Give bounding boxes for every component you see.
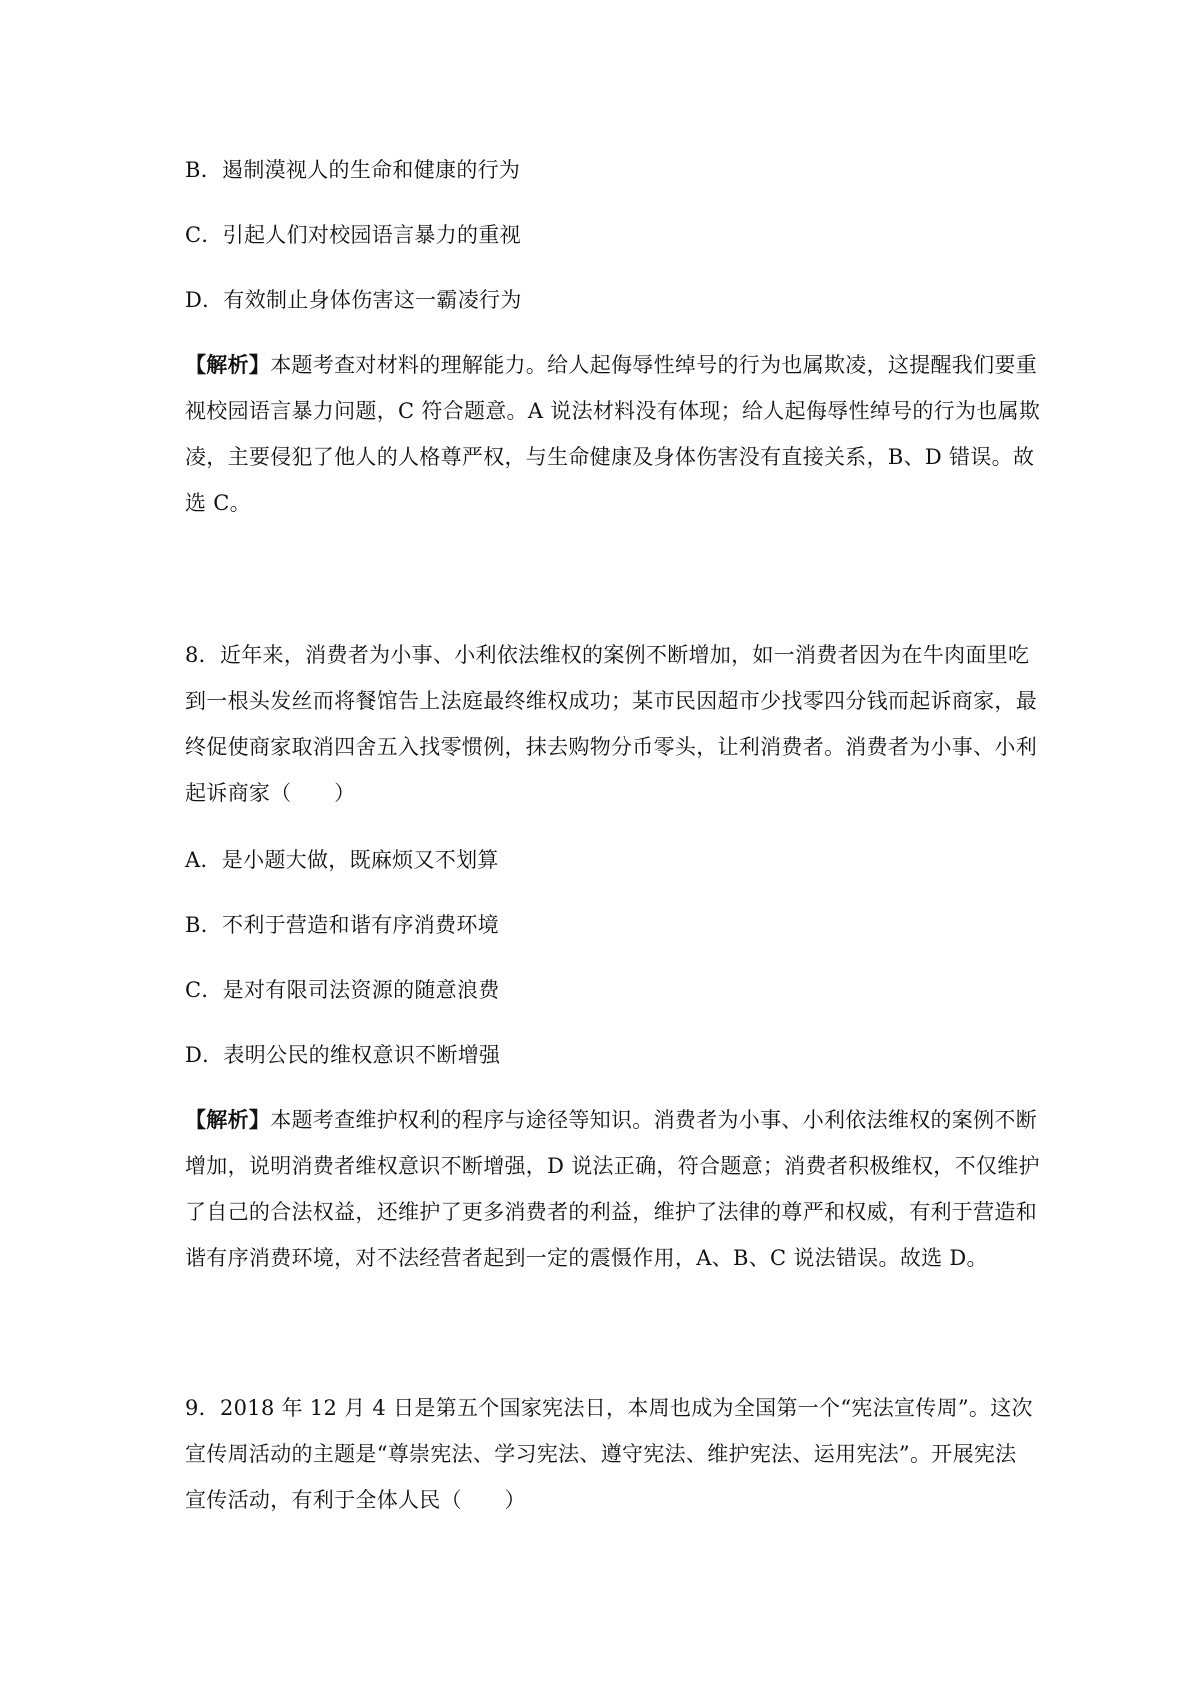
q8-analysis-tag: 【解析】 [185, 1107, 271, 1132]
q7-analysis-tag: 【解析】 [185, 352, 271, 377]
q8-analysis-line-4: 谐有序消费环境，对不法经营者起到一定的震慑作用，A、B、C 说法错误。故选 D。 [185, 1246, 988, 1270]
q8-option-d: D．表明公民的维权意识不断增强 [185, 1043, 501, 1067]
q7-option-d: D．有效制止身体伤害这一霸凌行为 [185, 288, 522, 312]
q7-analysis-line-2: 视校园语言暴力问题，C 符合题意。A 说法材料没有体现；给人起侮辱性绰号的行为也属欺 [185, 399, 1041, 423]
q9-stem-line-1: 9．2018 年 12 月 4 日是第五个国家宪法日，本周也成为全国第一个“宪法宣传周”。这次 [185, 1396, 1033, 1420]
q8-analysis-line-3: 了自己的合法权益，还维护了更多消费者的利益，维护了法律的尊严和权威，有利于营造和 [185, 1200, 1037, 1224]
q8-option-a: A．是小题大做，既麻烦又不划算 [185, 848, 499, 872]
q8-analysis-line-2: 增加，说明消费者维权意识不断增强，D 说法正确，符合题意；消费者积极维权，不仅维护 [185, 1154, 1040, 1178]
q8-analysis-text: 本题考查维护权利的程序与途径等知识。消费者为小事、小利依法维权的案例不断 [270, 1108, 1037, 1132]
q8-stem-line-4: 起诉商家（ ） [185, 781, 356, 805]
q7-analysis-line-3: 凌，主要侵犯了他人的人格尊严权，与生命健康及身体伤害没有直接关系，B、D 错误。故 [185, 445, 1035, 469]
q7-option-c: C．引起人们对校园语言暴力的重视 [185, 223, 521, 247]
q7-option-b: B．遏制漠视人的生命和健康的行为 [185, 158, 521, 182]
q9-stem-line-2: 宣传周活动的主题是“尊崇宪法、学习宪法、遵守宪法、维护宪法、运用宪法”。开展宪法 [185, 1442, 1017, 1466]
q8-option-b: B．不利于营造和谐有序消费环境 [185, 913, 499, 937]
q7-analysis-line-1 [185, 350, 1037, 380]
q9-stem-line-3: 宣传活动，有利于全体人民（ ） [185, 1488, 526, 1512]
q8-stem-line-2: 到一根头发丝而将餐馆告上法庭最终维权成功；某市民因超市少找零四分钱而起诉商家，最 [185, 689, 1037, 713]
q8-option-c: C．是对有限司法资源的随意浪费 [185, 978, 500, 1002]
q7-analysis-line-4: 选 C。 [185, 491, 251, 515]
q8-stem-line-1: 8．近年来，消费者为小事、小利依法维权的案例不断增加，如一消费者因为在牛肉面里吃 [185, 643, 1030, 667]
q7-analysis-text: 本题考查对材料的理解能力。给人起侮辱性绰号的行为也属欺凌，这提醒我们要重 [270, 353, 1037, 377]
q8-stem-line-3: 终促使商家取消四舍五入找零惯例，抹去购物分币零头，让利消费者。消费者为小事、小利 [185, 735, 1037, 759]
q8-analysis-line-1 [185, 1105, 1037, 1135]
